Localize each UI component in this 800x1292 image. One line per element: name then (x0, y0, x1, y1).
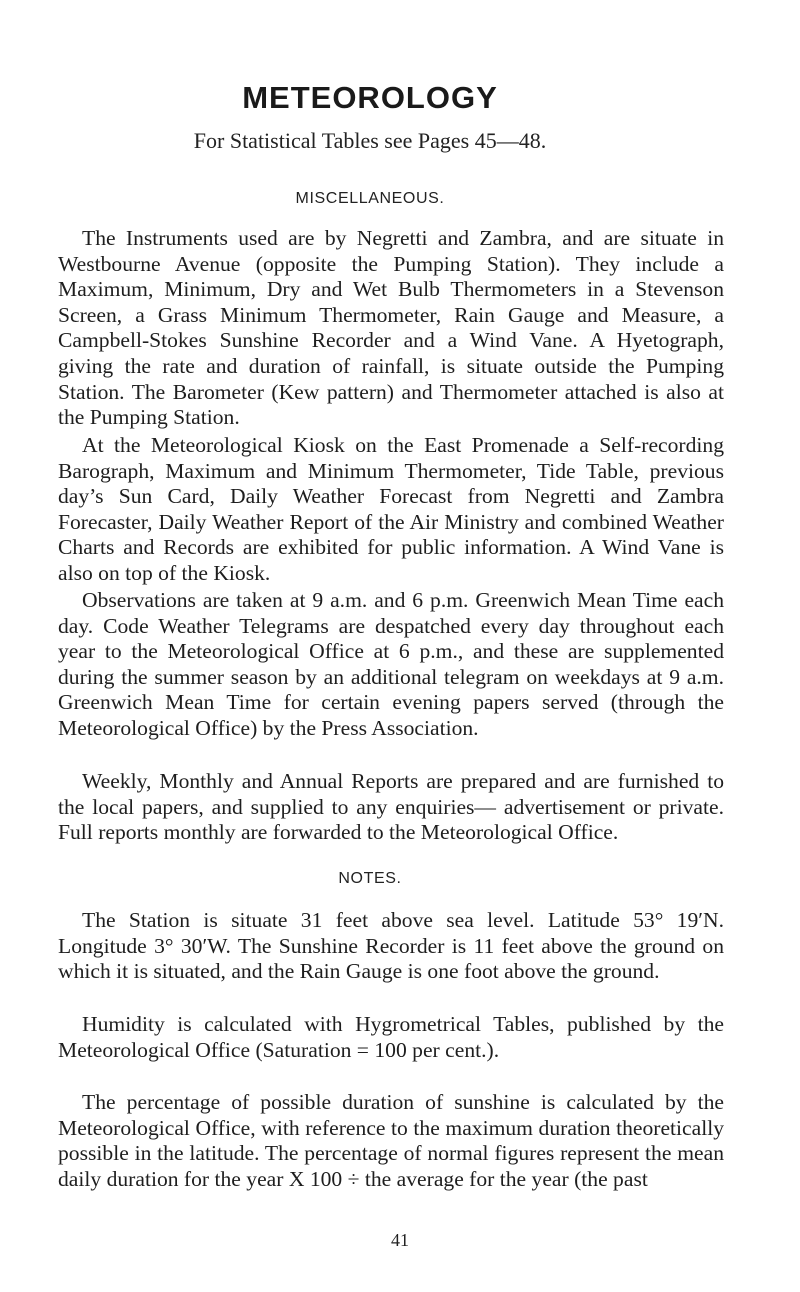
paragraph-instruments: The Instruments used are by Negretti and Zambra, and are situate in Westbourne Avenue (opposite the Pumping Station). They include a Maximum, Minimum, Dry and Wet Bulb Thermometers in a Stevenson Screen, a Grass Minimum Thermometer, Rain Gauge and Measure, a Campbell-Stokes Sunshine Recorder and a Wind Vane. A Hyetograph, giving the rate and duration of rainfall, is situate outside the Pumping Station. The Barometer (Kew pattern) and Thermometer attached is also at the Pumping Station. (58, 226, 724, 430)
paragraph-observations: Observations are taken at 9 a.m. and 6 p.m. Greenwich Mean Time each day. Code Weather Telegrams are despatched every day throughout each year to the Meteorological Office at 6 p.m., and these are supplemented during the summer season by an additional telegram on weekdays at 9 a.m. Greenwich Mean Time for certain evening papers served (through the Meteorological Office) by the Press Association. (58, 588, 724, 740)
section-heading-notes: NOTES. (338, 870, 402, 887)
paragraph-sunshine: The percentage of possible duration of sunshine is calculated by the Meteorological Office, with reference to the maximum duration theoretically possible in the latitude. The percentage of normal figures represent the mean daily duration for the year X 100 ÷ the average for the year (the past (58, 1090, 724, 1191)
paragraph-kiosk: At the Meteorological Kiosk on the East Promenade a Self-recording Barograph, Maximum and Minimum Thermometer, Tide Table, previous day’s Sun Card, Daily Weather Forecast from Negretti and Zambra Forecaster, Daily Weather Report of the Air Ministry and combined Weather Charts and Records are exhibited for public information. A Wind Vane is also on top of the Kiosk. (58, 433, 724, 585)
page-title: METEOROLOGY (242, 80, 498, 115)
paragraph-station: The Station is situate 31 feet above sea level. Latitude 53° 19′N. Longitude 3° 30′W. The Sunshine Recorder is 11 feet above the ground on which it is situated, and the Rain Gauge is one foot above the ground. (58, 908, 724, 984)
page-number: 41 (391, 1230, 409, 1250)
paragraph-humidity: Humidity is calculated with Hygrometrical Tables, published by the Meteorological Office (Saturation = 100 per cent.). (58, 1012, 724, 1062)
paragraph-reports: Weekly, Monthly and Annual Reports are prepared and are furnished to the local papers, and supplied to any enquiries— advertisement or private. Full reports monthly are forwarded to the Meteorological Office. (58, 769, 724, 845)
section-heading-miscellaneous: MISCELLANEOUS. (295, 190, 445, 207)
page-subtitle: For Statistical Tables see Pages 45—48. (193, 128, 547, 153)
